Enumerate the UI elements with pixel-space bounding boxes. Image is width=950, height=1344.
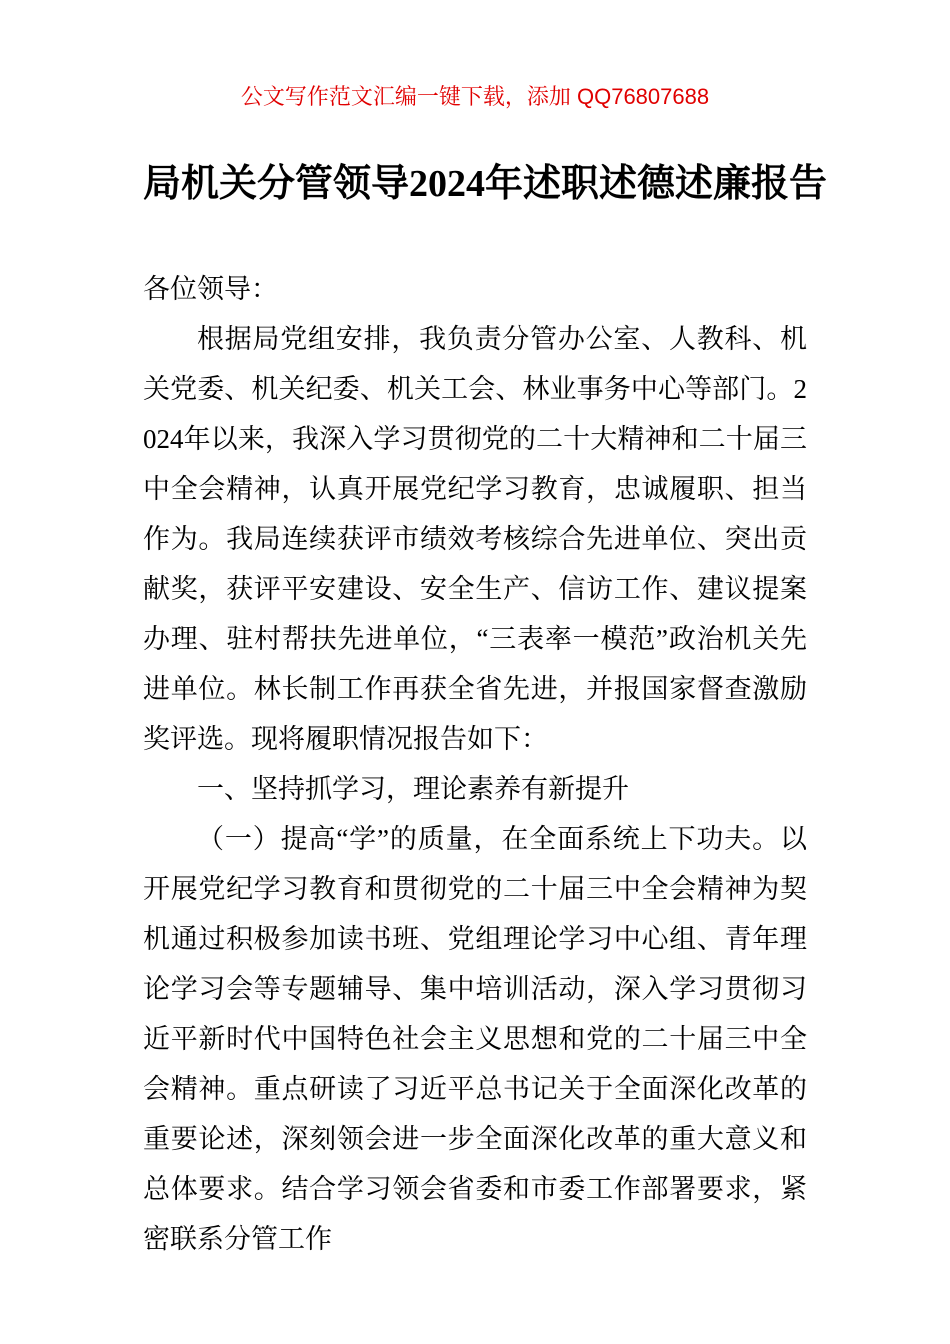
text-column xyxy=(143,84,828,1264)
section-heading-1: 一、坚持抓学习，理论素养有新提升 xyxy=(197,773,629,804)
paragraph-section-1-1: （一）提高“学”的质量，在全面系统上下功夫。以开展党纪学习教育和贯彻党的二十届三中全会精神为契机通过积极参加读书班、党组理论学习中心组、青年理论学习会等专题辅导、集中培训活动，深入学习贯彻习近平新时代中国特色社会主义思想和党的二十届三中全会精神。重点研读了习近平总书记关于全面深化改革的重要论述，深刻领会进一步全面深化改革的重大意义和总体要求。结合学习领会省委和市委工作部署要求，紧密联系分管工作 xyxy=(143,823,807,1254)
paragraph-intro: 根据局党组安排，我负责分管办公室、人教科、机关党委、机关纪委、机关工会、林业事务中心等部门。2024年以来，我深入学习贯彻党的二十大精神和二十届三中全会精神，认真开展党纪学习教育，忠诚履职、担当作为。我局连续获评市绩效考核综合先进单位、突出贡献奖，获评平安建设、安全生产、信访工作、建议提案办理、驻村帮扶先进单位，“三表率一模范”政治机关先进单位。林长制工作再获全省先进，并报国家督查激励奖评选。现将履职情况报告如下： xyxy=(143,323,807,754)
document-title: 局机关分管领导2024年述职述德述廉报告 xyxy=(143,163,828,205)
document-body xyxy=(143,264,807,1264)
salutation: 各位领导： xyxy=(143,273,278,304)
promo-banner: 公文写作范文汇编一键下载，添加 QQ76807688 xyxy=(240,84,710,109)
